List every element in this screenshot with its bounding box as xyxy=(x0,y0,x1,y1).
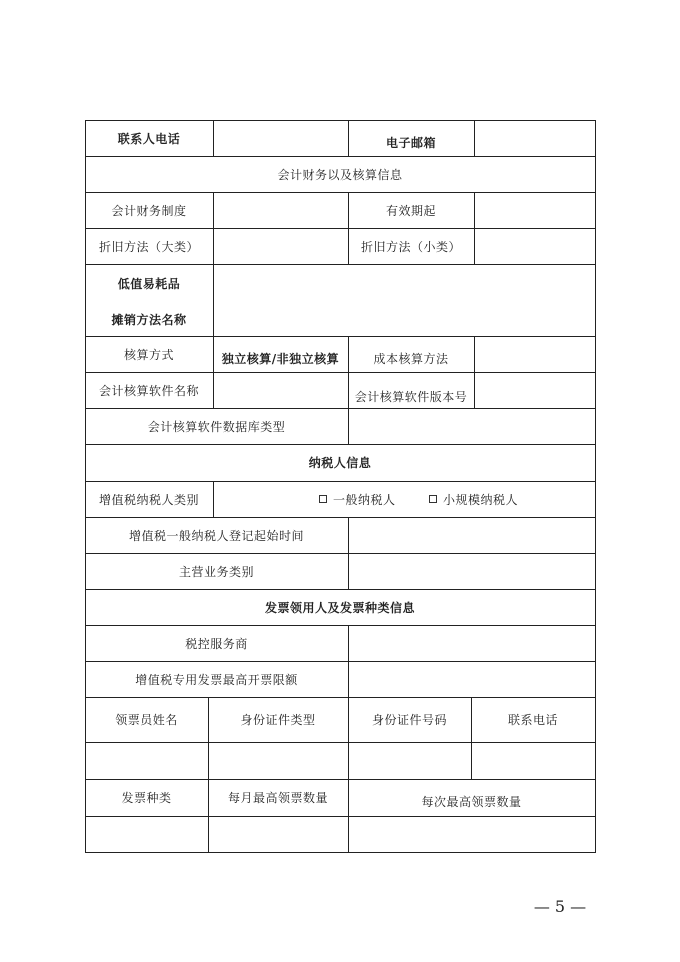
accounting-system-field[interactable] xyxy=(213,192,348,228)
contact-phone-label: 联系人电话 xyxy=(117,131,181,146)
general-taxpayer-option[interactable] xyxy=(319,491,396,508)
cost-method-field[interactable] xyxy=(474,336,595,372)
per-time-max-field[interactable] xyxy=(348,816,595,852)
invoice-section-title: 发票领用人及发票种类信息 xyxy=(264,600,415,615)
software-name-label: 会计核算软件名称 xyxy=(98,383,199,398)
depreciation-minor-field[interactable] xyxy=(474,228,595,264)
holder-phone-field[interactable] xyxy=(471,742,595,779)
depreciation-minor-label: 折旧方法（小类） xyxy=(360,239,461,254)
cost-method-label: 成本核算方法 xyxy=(373,351,449,366)
depreciation-major-field[interactable] xyxy=(213,228,348,264)
holder-id-number-field[interactable] xyxy=(348,742,471,779)
main-business-label: 主营业务类别 xyxy=(178,564,254,579)
effective-date-label: 有效期起 xyxy=(385,203,436,218)
holder-name-header: 领票员姓名 xyxy=(115,713,178,727)
general-taxpayer-label: 一般纳税人 xyxy=(333,492,396,507)
invoice-limit-label: 增值税专用发票最高开票限额 xyxy=(135,672,298,687)
small-taxpayer-label: 小规模纳税人 xyxy=(443,492,519,507)
email-label: 电子邮箱 xyxy=(385,135,436,150)
depreciation-major-label: 折旧方法（大类） xyxy=(98,239,199,254)
low-value-label-line1: 低值易耗品 xyxy=(117,276,181,291)
small-taxpayer-checkbox[interactable] xyxy=(429,495,437,503)
accounting-section-title: 会计财务以及核算信息 xyxy=(277,167,403,182)
taxpayer-section-title: 纳税人信息 xyxy=(308,456,372,470)
monthly-max-field[interactable] xyxy=(208,816,348,852)
accounting-method-value: 独立核算/非独立核算 xyxy=(221,351,340,366)
accounting-method-label: 核算方式 xyxy=(123,347,174,362)
email-field[interactable] xyxy=(474,120,595,156)
page-number: — 5 — xyxy=(533,896,587,916)
vat-type-options xyxy=(213,481,595,517)
table-border-bottom xyxy=(85,852,596,853)
per-time-max-header: 每次最高领票数量 xyxy=(421,795,522,809)
small-taxpayer-option[interactable] xyxy=(429,491,518,508)
holder-id-type-field[interactable] xyxy=(208,742,348,779)
main-business-field[interactable] xyxy=(348,553,595,589)
software-name-field[interactable] xyxy=(213,372,348,408)
holder-id-number-header: 身份证件号码 xyxy=(371,713,447,727)
database-type-field[interactable] xyxy=(348,408,595,444)
holder-name-field[interactable] xyxy=(85,742,208,779)
contact-phone-field[interactable] xyxy=(213,120,348,156)
accounting-system-label: 会计财务制度 xyxy=(111,203,187,218)
software-version-label: 会计核算软件版本号 xyxy=(354,389,468,404)
holder-id-type-header: 身份证件类型 xyxy=(240,713,316,727)
low-value-label-line2: 摊销方法名称 xyxy=(111,312,187,327)
effective-date-field[interactable] xyxy=(474,192,595,228)
monthly-max-header: 每月最高领票数量 xyxy=(227,791,328,805)
invoice-kind-field[interactable] xyxy=(85,816,208,852)
holder-phone-header: 联系电话 xyxy=(507,713,558,727)
invoice-kind-header: 发票种类 xyxy=(121,791,172,805)
general-taxpayer-checkbox[interactable] xyxy=(319,495,327,503)
database-type-label: 会计核算软件数据库类型 xyxy=(147,419,286,434)
registration-time-field[interactable] xyxy=(348,517,595,553)
registration-time-label: 增值税一般纳税人登记起始时间 xyxy=(128,528,304,543)
table-border-right xyxy=(595,120,596,853)
invoice-limit-field[interactable] xyxy=(348,661,595,697)
vat-type-label: 增值税纳税人类别 xyxy=(98,492,199,507)
software-version-field[interactable] xyxy=(474,372,595,408)
low-value-method-field[interactable] xyxy=(213,264,595,336)
tax-service-provider-label: 税控服务商 xyxy=(185,636,248,651)
tax-service-provider-field[interactable] xyxy=(348,625,595,661)
